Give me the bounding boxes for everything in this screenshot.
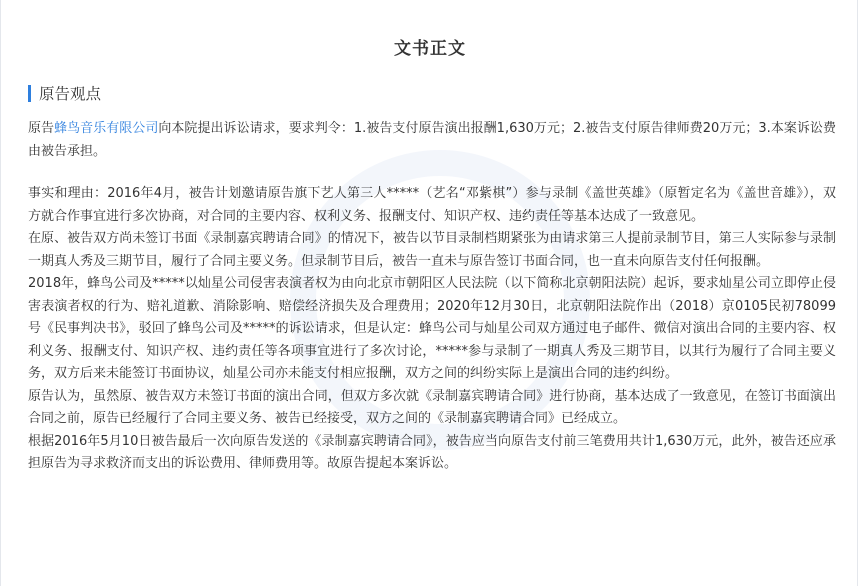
body-paragraph: 2018年，蜂鸟公司及*****以灿星公司侵害表演者权为由向北京市朝阳区人民法院（以下简称北京朝阳法院）起诉，要求灿星公司立即停止侵害表演者权的行为、赔礼道歉、消除影响、赔偿经济损失及合理费用；2020年12月30日，北京朝阳法院作出（2018）京0105民初78099号《民事判决书》，驳回了蜂鸟公司及*****的诉讼请求，但是认定：蜂鸟公司与灿星公司双方通过电子邮件、微信对演出合同的主要内容、权利义务、报酬支付、知识产权、违约责任等各项事宜进行了多次讨论，*****参与录制了一期真人秀及三期节目，以其行为履行了合同主要义务，双方后来未能签订书面协议，灿星公司亦未能支付相应报酬，双方之间的纠纷实际上是演出合同的违约纠纷。 bbox=[28, 276, 836, 381]
body-paragraph: 原告认为，虽然原、被告双方未签订书面的演出合同，但双方多次就《录制嘉宾聘请合同》进行协商，基本达成了一致意见，在签订书面演出合同之前，原告已经履行了合同主要义务、被告已经接受，双方之间的《录制嘉宾聘请合同》已经成立。 bbox=[28, 388, 836, 426]
body-paragraph: 在原、被告双方尚未签订书面《录制嘉宾聘请合同》的情况下，被告以节目录制档期紧张为由请求第三人提前录制节目，第三人实际参与录制一期真人秀及三期节目，履行了合同主要义务。但录制节目后，被告一直未与原告签订书面合同，也一直未向原告支付任何报酬。 bbox=[28, 231, 836, 269]
section-title: 原告观点 bbox=[39, 85, 102, 103]
document-body bbox=[28, 118, 836, 476]
claim-paragraph bbox=[28, 118, 836, 163]
body-paragraph: 根据2016年5月10日被告最后一次向原告发送的《录制嘉宾聘请合同》，被告应当向原告支付前三笔费用共计1,630万元，此外，被告还应承担原告为寻求救济而支出的诉讼费用、律师费用等。故原告提起本案诉讼。 bbox=[28, 433, 836, 471]
page-title: 文书正文 bbox=[394, 39, 466, 59]
paragraph-gap bbox=[28, 163, 836, 183]
facts-paragraph: 事实和理由：2016年4月，被告计划邀请原告旗下艺人第三人*****（艺名“邓紫棋”）参与录制《盖世英雄》（原暂定名为《盖世音雄》），双方就合作事宜进行多次协商，对合同的主要内容、权利义务、报酬支付、知识产权、违约责任等基本达成了一致意见。 bbox=[28, 186, 836, 224]
plaintiff-company-link[interactable]: 蜂鸟音乐有限公司 bbox=[54, 121, 159, 136]
claim-suffix: 向本院提出诉讼请求，要求判令：1.被告支付原告演出报酬1,630万元；2.被告支付原告律师费20万元；3.本案诉讼费由被告承担。 bbox=[28, 121, 836, 159]
claim-prefix: 原告 bbox=[28, 121, 55, 136]
section-accent-bar bbox=[28, 85, 31, 102]
section-header bbox=[28, 83, 101, 103]
